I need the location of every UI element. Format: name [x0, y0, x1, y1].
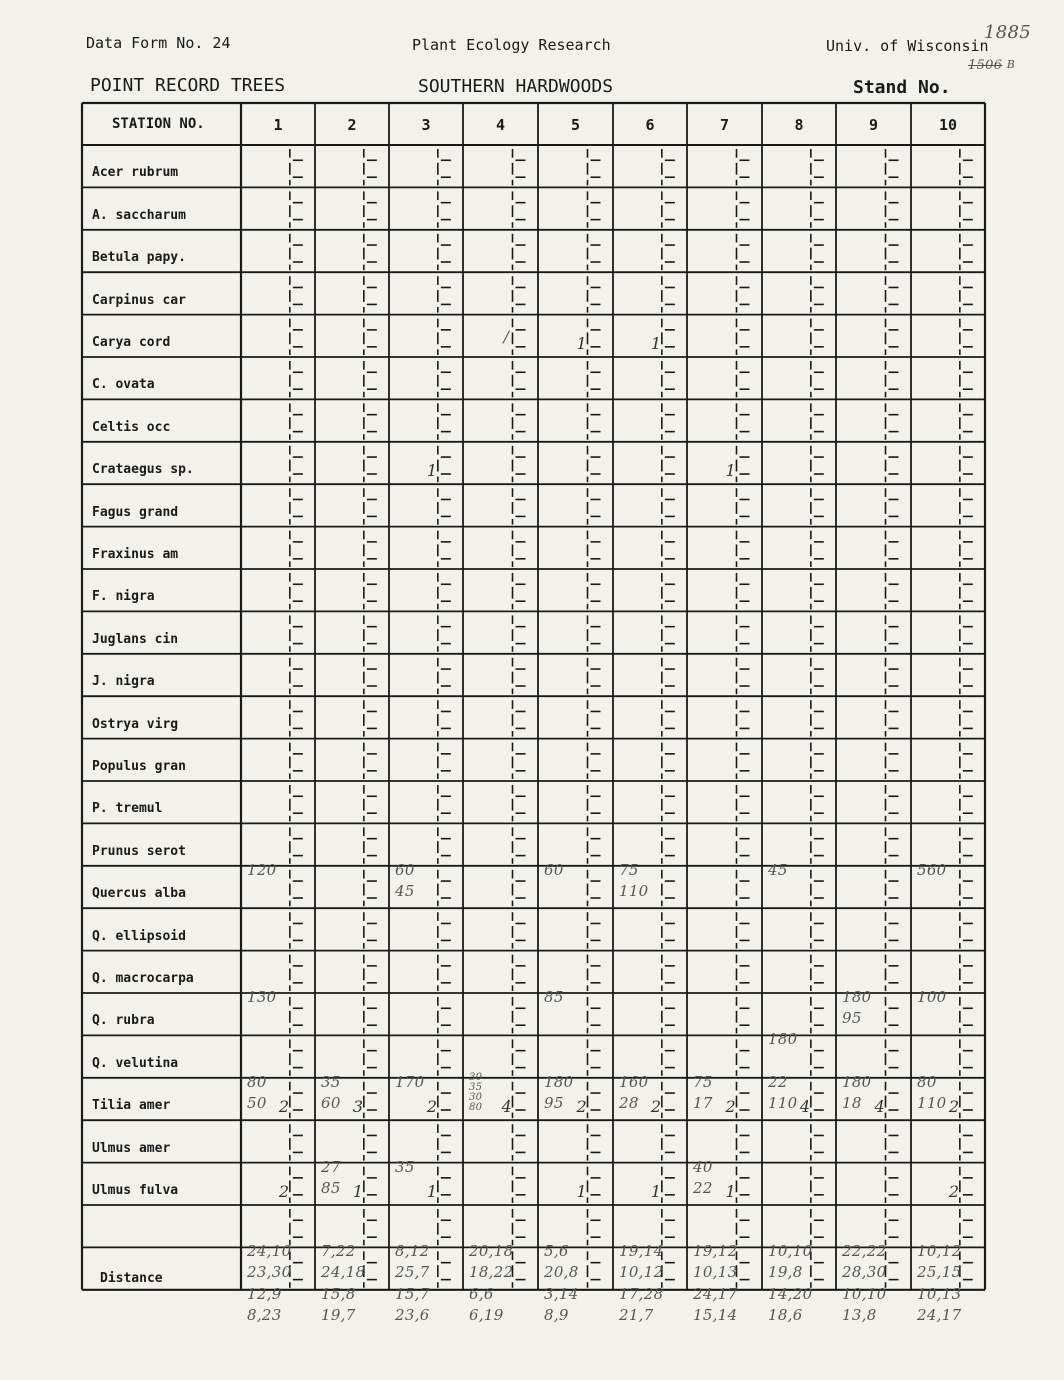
tree-count: 2 [278, 1097, 290, 1117]
species-label: Q. rubra [92, 1013, 155, 1029]
species-label: Ulmus fulva [92, 1182, 179, 1198]
field-measurement: 10,10 19,8 [768, 1242, 813, 1282]
field-measurement: 15,7 23,6 [395, 1284, 430, 1324]
stand-note: B [1006, 58, 1016, 71]
form-title: POINT RECORD TREES [90, 75, 286, 96]
species-label: F. nigra [92, 589, 155, 605]
tree-count: 1 [725, 461, 736, 481]
tree-count: 1 [352, 1182, 364, 1202]
tree-count: 3 [352, 1097, 364, 1117]
university: Univ. of Wisconsin [826, 37, 989, 55]
organization: Plant Ecology Research [412, 36, 611, 54]
distance-label: Distance [100, 1270, 163, 1286]
field-measurement: 160 28 [619, 1072, 649, 1112]
field-measurement: 24,17 15,14 [693, 1284, 738, 1324]
field-measurement: 27 85 [321, 1157, 341, 1197]
field-measurement: 60 [544, 860, 564, 879]
species-label: P. tremul [92, 801, 163, 817]
station-header: 8 [794, 116, 804, 134]
station-header: 3 [421, 116, 431, 134]
tree-count: 1 [725, 1182, 736, 1202]
tree-count: 1 [576, 334, 587, 354]
field-measurement: 12,9 8,23 [247, 1284, 282, 1324]
field-measurement: 6,6 6,19 [469, 1284, 504, 1324]
species-label: Crataegus sp. [92, 462, 194, 478]
field-measurement: 85 [544, 988, 564, 1006]
species-label: Fraxinus am [92, 546, 179, 562]
field-measurement: 560 [917, 860, 947, 879]
stand-label: Stand No. [853, 77, 951, 98]
species-label: Acer rubrum [92, 165, 179, 181]
tree-count: 4 [874, 1097, 885, 1117]
field-measurement: 60 45 [395, 860, 415, 900]
tree-count: 2 [576, 1097, 587, 1117]
field-measurement: 3,14 8,9 [544, 1284, 579, 1324]
field-measurement: 24,10 23,30 [247, 1242, 292, 1282]
species-label: Ostrya virg [92, 716, 179, 732]
form-number: Data Form No. 24 [86, 34, 231, 52]
species-label: Q. ellipsoid [92, 928, 186, 944]
tree-count: 2 [725, 1097, 736, 1117]
species-label: Quercus alba [92, 886, 186, 902]
tally-mark: / [503, 327, 510, 347]
species-label: Juglans cin [92, 631, 179, 647]
species-label: A. saccharum [92, 207, 186, 223]
field-measurement: 17,28 21,7 [619, 1284, 664, 1324]
station-header: 5 [570, 116, 581, 134]
field-measurement: 180 [768, 1030, 798, 1049]
field-measurement: 35 60 [321, 1072, 341, 1112]
field-measurement: 10,10 13,8 [842, 1284, 887, 1324]
field-measurement: 22 110 [768, 1072, 798, 1112]
species-label: C. ovata [92, 377, 155, 393]
species-label: Ulmus amer [92, 1140, 171, 1156]
station-header: 4 [495, 116, 506, 134]
field-measurement: 10,12 25,15 [917, 1242, 962, 1282]
field-measurement: 100 [917, 988, 947, 1006]
field-measurement: 75 110 [619, 860, 649, 900]
tree-count: 4 [501, 1097, 512, 1117]
field-measurement: 180 95 [842, 988, 872, 1027]
tree-count: 1 [650, 334, 662, 354]
field-measurement: 180 95 [544, 1072, 574, 1112]
field-measurement: 14,20 18,6 [768, 1284, 813, 1324]
field-measurement: 80 110 [917, 1072, 947, 1112]
species-label: Prunus serot [92, 843, 186, 859]
species-label: Carya cord [92, 334, 171, 350]
field-measurement: 7,22 24,18 [321, 1242, 366, 1282]
tree-count: 2 [426, 1097, 438, 1117]
field-measurement: 19,12 10,13 [693, 1242, 738, 1282]
species-label: Betula papy. [92, 250, 186, 266]
field-measurement: 45 [768, 860, 788, 879]
community-type: SOUTHERN HARDWOODS [418, 76, 614, 97]
species-label: Carpinus car [92, 292, 186, 308]
field-measurement: 20,18 18,22 [469, 1242, 514, 1282]
tree-count: 2 [948, 1182, 960, 1202]
tree-count: 2 [650, 1097, 662, 1117]
species-label: Fagus grand [92, 504, 179, 520]
species-label: Celtis occ [92, 419, 171, 435]
field-measurement: 75 17 [693, 1072, 713, 1112]
field-measurement: 35 [395, 1157, 415, 1176]
species-label: Tilia amer [92, 1098, 171, 1114]
field-measurement: 19,14 10,12 [619, 1242, 664, 1282]
station-header: 2 [347, 116, 357, 134]
station-label: STATION NO. [112, 116, 205, 132]
station-header: 1 [273, 116, 283, 134]
field-measurement: 8,12 25,7 [395, 1242, 430, 1282]
tree-count: 1 [426, 461, 438, 481]
field-measurement: 22,22 28,30 [842, 1242, 887, 1282]
species-label: Q. velutina [92, 1055, 179, 1071]
field-measurement: 15,8 19,7 [321, 1284, 356, 1324]
tree-count: 1 [426, 1182, 438, 1202]
field-measurement: 10,13 24,17 [917, 1284, 962, 1324]
field-measurement: 180 18 [842, 1072, 872, 1112]
station-header: 6 [645, 116, 655, 134]
species-label: Populus gran [92, 758, 186, 774]
field-measurement: 130 [247, 988, 277, 1006]
handwritten-number: 1885 [984, 22, 1032, 43]
field-measurement: 30 35 30 80 [469, 1071, 483, 1113]
stand-crossed: 1506 [968, 58, 1003, 73]
tree-count: 1 [576, 1182, 587, 1202]
tree-count: 2 [948, 1097, 960, 1117]
field-measurement: 5,6 20,8 [544, 1242, 579, 1282]
tree-count: 4 [799, 1097, 811, 1117]
station-header: 7 [719, 116, 730, 134]
field-measurement: 40 22 [693, 1157, 713, 1197]
tree-count: 1 [650, 1182, 662, 1202]
field-measurement: 120 [247, 860, 277, 879]
species-label: J. nigra [92, 674, 155, 690]
tree-count: 2 [278, 1182, 290, 1202]
field-measurement: 170 [395, 1072, 425, 1091]
species-label: Q. macrocarpa [92, 970, 194, 986]
station-header: 10 [938, 116, 958, 134]
field-measurement: 80 50 [247, 1072, 267, 1112]
station-header: 9 [868, 116, 879, 134]
